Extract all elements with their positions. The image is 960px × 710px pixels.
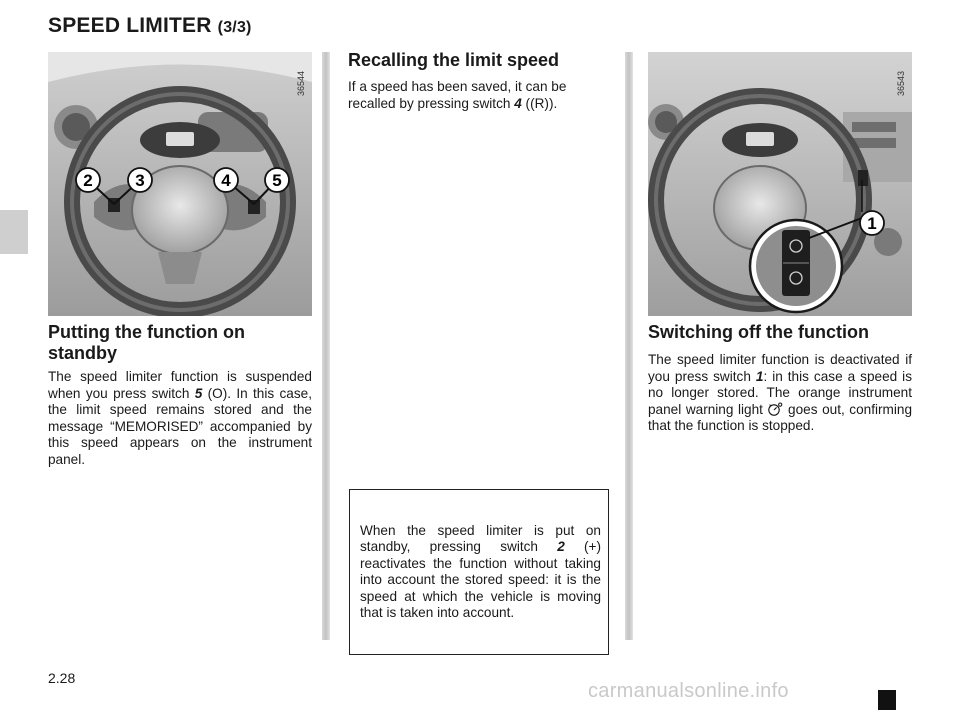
photo-code-right: 36543 xyxy=(896,70,906,96)
page-number: 2.28 xyxy=(48,670,76,686)
callout-1: 1 xyxy=(867,214,877,233)
callout-3: 3 xyxy=(135,171,145,190)
title-text: SPEED LIMITER xyxy=(48,14,212,37)
watermark: carmanualsonline.info xyxy=(588,680,789,702)
standby-heading: Putting the function on standby xyxy=(48,322,245,363)
switch-ref-1: 1 xyxy=(755,368,764,384)
standby-paragraph: The speed limiter function is suspended when you press switch 5 (O). In this case, the limit speed remains stored and the message “MEMORISED” accompanied by this speed appears on the instrument panel. xyxy=(48,369,312,467)
section-tab xyxy=(0,210,28,254)
recall-heading: Recalling the limit speed xyxy=(348,50,560,70)
callout-4: 4 xyxy=(221,171,231,190)
column-divider-right xyxy=(625,52,633,640)
switch-ref-2: 2 xyxy=(557,539,565,555)
steering-wheel-illustration-right xyxy=(648,52,912,316)
note-paragraph: When the speed limiter is put on standby, pressing switch 2 (+) reactivates the function without taking into account the stored speed: it is the speed at which the vehicle is moving that is taken into account. xyxy=(360,523,601,621)
speed-limiter-warning-icon xyxy=(767,402,783,416)
steering-wheel-photo-right xyxy=(648,52,912,316)
steering-wheel-photo-left xyxy=(48,52,312,316)
callout-5: 5 xyxy=(272,171,282,190)
switch-off-paragraph: The speed limiter function is deactivated if you press switch 1: in this case a speed is no longer stored. The orange instrument panel warning light goes out, confirming that the function is stopped. xyxy=(648,352,913,433)
callout-2: 2 xyxy=(83,171,93,190)
switch-off-heading: Switching off the function xyxy=(648,322,869,342)
steering-wheel-illustration xyxy=(48,52,312,316)
note-box xyxy=(349,489,609,655)
page-title xyxy=(48,14,252,38)
recall-paragraph: If a speed has been saved, it can be recalled by pressing switch 4 ((R)). xyxy=(348,79,567,111)
column-divider-left xyxy=(322,52,330,640)
corner-mark xyxy=(878,690,896,710)
switch-ref-5: 5 xyxy=(194,385,203,401)
photo-code-left: 36544 xyxy=(296,70,306,96)
switch-ref-4: 4 xyxy=(514,95,522,111)
title-suffix: (3/3) xyxy=(217,19,252,36)
